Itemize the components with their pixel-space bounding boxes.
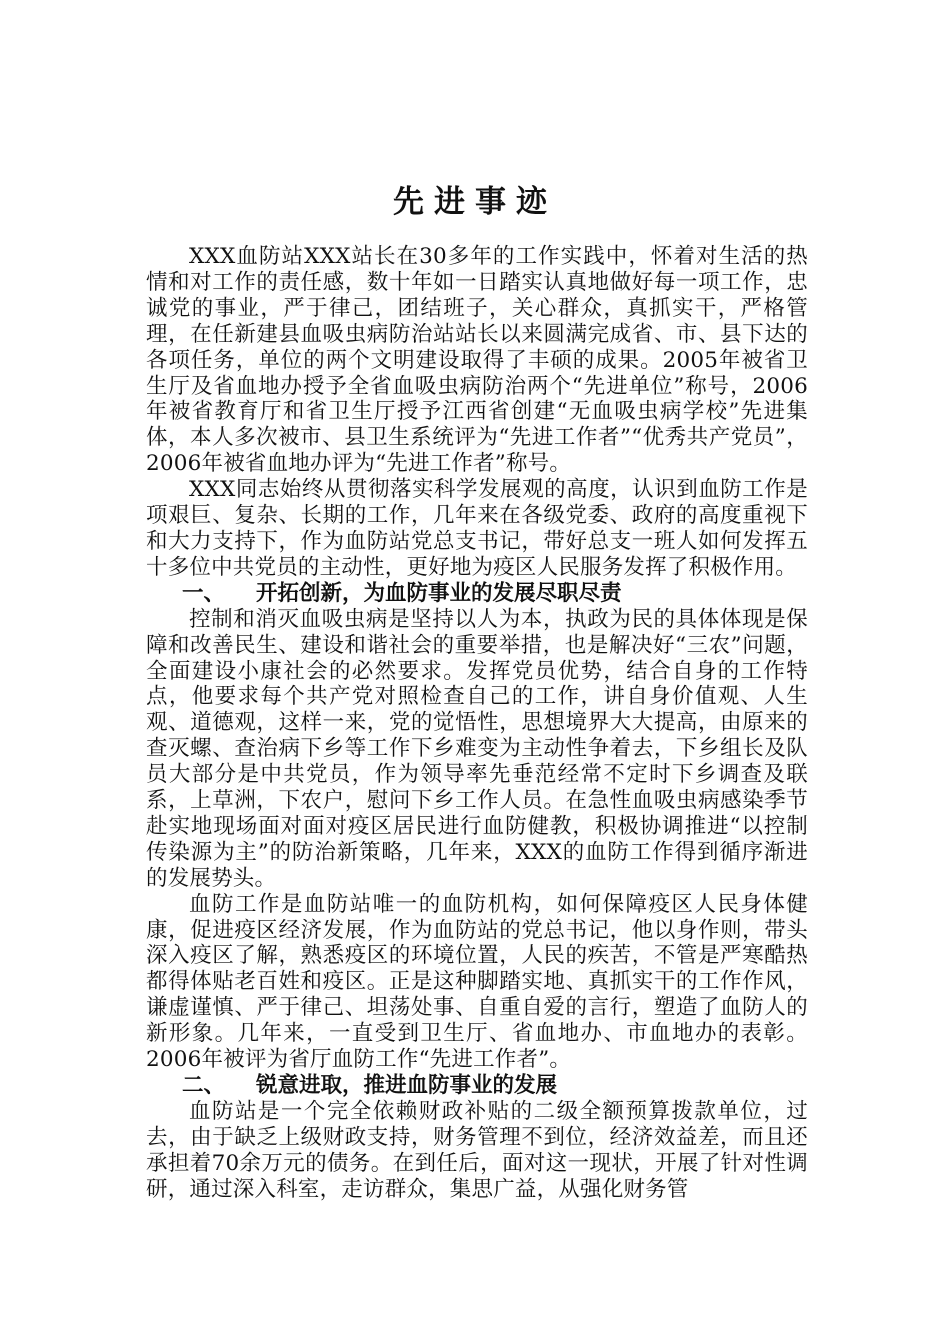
section-heading-1: [146, 581, 808, 607]
section2-paragraph-1: 血防站是一个完全依赖财政补贴的二级全额预算拨款单位，过去，由于缺乏上级财政支持，财务管理不到位，经济效益差，而且还承担着70余万元的债务。在到任后，面对这一现状，开展了针对性调研，通过深入科室，走访群众，集思广益，从强化财务管: [146, 1098, 808, 1202]
section1-paragraph-2: 血防工作是血防站唯一的血防机构，如何保障疫区人民身体健康，促进疫区经济发展，作为血防站的党总书记，他以身作则，带头深入疫区了解，熟悉疫区的环境位置，人民的疾苦，不管是严寒酷热都得体贴老百姓和疫区。正是这种脚踏实地、真抓实干的工作作风，谦虚谨慎、严于律己、坦荡处事、自重自爱的言行，塑造了血防人的新形象。几年来，一直受到卫生厅、省血地办、市血地办的表彰。2006年被评为省厅血防工作“先进工作者”。: [146, 891, 808, 1073]
section-title-2: 锐意进取，推进血防事业的发展: [256, 1073, 558, 1098]
overview-paragraph: XXX同志始终从贯彻落实科学发展观的高度，认识到血防工作是项艰巨、复杂、长期的工作，几年来在各级党委、政府的高度重视下和大力支持下，作为血防站党总支书记，带好总支一班人如何发挥五十多位中共党员的主动性，更好地为疫区人民服务发挥了积极作用。: [146, 477, 808, 580]
section-number-1: 一、: [182, 580, 226, 606]
section-title-1: 开拓创新，为血防事业的发展尽职尽责: [256, 580, 622, 606]
document-title: 先进事迹: [393, 184, 557, 220]
document-body: [146, 244, 808, 1203]
section-heading-2: [146, 1073, 808, 1099]
intro-paragraph: XXX血防站XXX站长在30多年的工作实践中，怀着对生活的热情和对工作的责任感，数十年如一日踏实认真地做好每一项工作，忠诚党的事业，严于律己，团结班子，关心群众，真抓实干，严格管理，在任新建县血吸虫病防治站站长以来圆满完成省、市、县下达的各项任务，单位的两个文明建设取得了丰硕的成果。2005年被省卫生厅及省血地办授予全省血吸虫病防治两个“先进单位”称号，2006年被省教育厅和省卫生厅授予江西省创建“无血吸虫病学校”先进集体，本人多次被市、县卫生系统评为“先进工作者”“优秀共产党员”，2006年被省血地办评为“先进工作者”称号。: [146, 244, 808, 477]
section1-paragraph-1: 控制和消灭血吸虫病是坚持以人为本，执政为民的具体体现是保障和改善民生、建设和谐社会的重要举措，也是解决好“三农”问题，全面建设小康社会的必然要求。发挥党员优势，结合自身的工作特点，他要求每个共产党对照检查自己的工作，讲自身价值观、人生观、道德观，这样一来，党的觉悟性，思想境界大大提高，由原来的查灭螺、查治病下乡等工作下乡难变为主动性争着去，下乡组长及队员大部分是中共党员，作为领导率先垂范经常不定时下乡调查及联系，上草洲，下农户，慰问下乡工作人员。在急性血吸虫病感染季节赴实地现场面对面对疫区居民进行血防健教，积极协调推进“以控制传染源为主”的防治新策略，几年来，XXX的血防工作得到循序渐进的发展势头。: [146, 606, 808, 891]
section-number-2: 二、: [182, 1073, 226, 1098]
